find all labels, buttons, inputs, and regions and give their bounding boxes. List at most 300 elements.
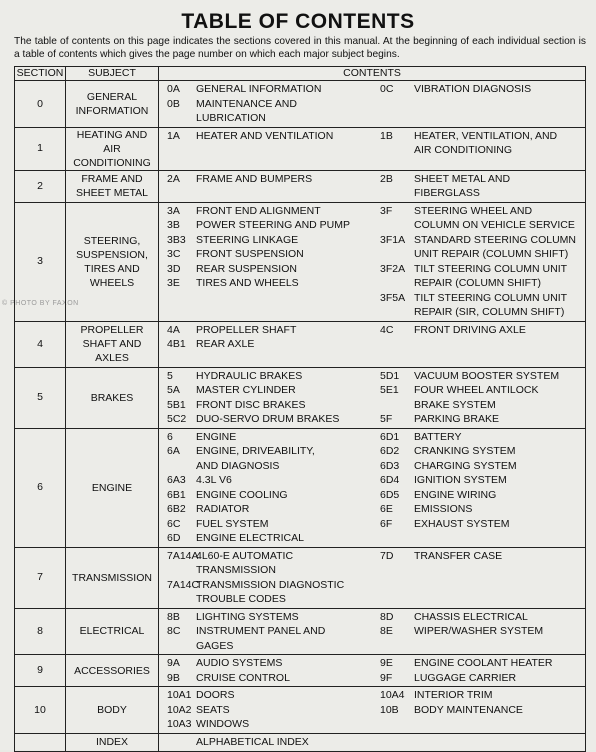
contents-entry <box>377 172 585 187</box>
contents-entry <box>161 563 375 578</box>
entry-text: BODY MAINTENANCE <box>414 703 523 716</box>
entry-text: TROUBLE CODES <box>196 593 286 605</box>
entry-text: GENERAL INFORMATION <box>196 83 322 95</box>
table-row <box>15 170 586 202</box>
section-number: 8 <box>15 608 66 655</box>
entry-code: 8D <box>380 610 394 623</box>
contents-entry <box>377 488 585 503</box>
contents-entry <box>161 97 375 112</box>
contents-entry <box>161 717 375 732</box>
contents-entry <box>377 186 585 201</box>
entry-code: 4B1 <box>167 338 186 350</box>
subject-line: SUSPENSION, <box>76 248 148 261</box>
subject-cell <box>66 127 159 170</box>
entry-text: STEERING LINKAGE <box>196 233 299 246</box>
entry-text: VIBRATION DIAGNOSIS <box>414 83 532 95</box>
entry-code: 2B <box>380 172 393 185</box>
entry-code: 4A <box>167 323 180 336</box>
contents-cell <box>159 170 586 202</box>
entry-code: 6A <box>167 445 180 457</box>
entry-text: FRONT SUSPENSION <box>196 248 304 260</box>
entry-text: WINDOWS <box>196 718 250 730</box>
contents-cell <box>159 428 586 547</box>
subject-line: BRAKES <box>90 391 134 404</box>
contents-cell <box>159 733 586 751</box>
entry-code: 0B <box>167 97 180 110</box>
entry-code <box>161 563 196 578</box>
entry-text: BRAKE SYSTEM <box>414 398 496 411</box>
table-row <box>15 81 586 128</box>
entry-code: 6B1 <box>167 488 186 501</box>
contents-entry <box>161 703 375 718</box>
contents-left-column <box>159 204 375 320</box>
entry-code: 5D1 <box>380 369 400 382</box>
entry-code: 8C <box>167 625 181 637</box>
entry-text: FRONT DISC BRAKES <box>196 398 306 411</box>
contents-entry <box>161 129 375 144</box>
contents-left-column <box>159 610 375 654</box>
header-contents: CONTENTS <box>159 67 586 81</box>
entry-code: 8E <box>380 625 393 637</box>
entry-text: RADIATOR <box>196 503 250 515</box>
entry-text: DUO-SERVO DRUM BRAKES <box>196 413 340 425</box>
entry-text: ENGINE COOLANT HEATER <box>414 657 553 669</box>
contents-entry <box>377 276 585 291</box>
entry-code <box>377 247 414 262</box>
subject-line: CONDITIONING <box>73 156 151 169</box>
subject-cell <box>66 202 159 321</box>
contents-entry <box>161 82 375 97</box>
section-number: 1 <box>15 127 66 170</box>
subject-cell <box>66 428 159 547</box>
entry-code: 10A4 <box>380 689 405 701</box>
subject-cell <box>66 687 159 734</box>
table-header-row <box>15 67 586 81</box>
entry-text: STEERING WHEEL AND <box>414 204 533 217</box>
contents-entry <box>161 671 375 686</box>
entry-text: FOUR WHEEL ANTILOCK <box>414 384 539 396</box>
entry-code <box>377 186 414 201</box>
entry-text: ENGINE COOLING <box>196 488 288 501</box>
entry-text: ALPHABETICAL INDEX <box>196 735 309 748</box>
entry-text: POWER STEERING AND PUMP <box>196 219 351 231</box>
contents-cell <box>159 608 586 655</box>
entry-code <box>377 143 414 158</box>
entry-code: 6D3 <box>380 459 400 472</box>
entry-code <box>161 735 196 750</box>
entry-code: 6B2 <box>167 503 186 515</box>
entry-code: 5B1 <box>167 398 186 411</box>
entry-text: HEATER, VENTILATION, AND <box>414 129 558 142</box>
subject-line: AXLES <box>95 352 129 364</box>
entry-code: 9A <box>167 657 180 669</box>
contents-right-column <box>375 610 585 654</box>
subject-line: STEERING, <box>83 234 141 247</box>
header-section: SECTION <box>15 67 66 81</box>
entry-code: 7A14A <box>167 549 199 562</box>
entry-text: IGNITION SYSTEM <box>414 474 507 486</box>
contents-left-column <box>159 735 375 750</box>
contents-entry <box>377 473 585 488</box>
entry-text: CHASSIS ELECTRICAL <box>414 610 528 623</box>
entry-text: DOORS <box>196 689 235 701</box>
contents-entry <box>377 459 585 474</box>
contents-entry <box>161 549 375 564</box>
contents-entry <box>161 430 375 445</box>
entry-text: EMISSIONS <box>414 503 473 515</box>
section-number: 10 <box>15 687 66 734</box>
contents-entry <box>161 610 375 625</box>
entry-text: VACUUM BOOSTER SYSTEM <box>414 369 560 382</box>
entry-code: 5E1 <box>380 384 399 396</box>
contents-right-column <box>375 735 585 750</box>
contents-left-column <box>159 430 375 546</box>
contents-entry <box>161 276 375 291</box>
entry-text: PARKING BRAKE <box>414 413 499 425</box>
contents-entry <box>161 688 375 703</box>
entry-code: 6 <box>167 430 173 443</box>
contents-entry <box>161 459 375 474</box>
entry-text: ENGINE, DRIVEABILITY, <box>196 445 315 457</box>
contents-cell <box>159 367 586 428</box>
entry-code: 10B <box>380 703 399 716</box>
entry-code: 3A <box>167 204 180 217</box>
subject-line: ENGINE <box>91 481 133 494</box>
subject-line: TRANSMISSION <box>72 571 152 584</box>
table-row <box>15 608 586 655</box>
subject-line: INDEX <box>95 736 129 748</box>
subject-cell <box>66 733 159 751</box>
contents-entry <box>377 656 585 671</box>
section-number: 4 <box>15 321 66 367</box>
section-number: 7 <box>15 547 66 608</box>
contents-entry <box>161 639 375 654</box>
intro-paragraph: The table of contents on this page indicates the sections covered in this manual. At the beginning of each individual section is a table of contents which gives the page number on which each major subject begins. <box>14 36 586 60</box>
subject-line: INFORMATION <box>75 104 149 117</box>
entry-code: 3F1A <box>380 233 406 246</box>
subject-line: AIR <box>103 142 121 155</box>
table-row <box>15 733 586 751</box>
entry-text: SEATS <box>196 703 230 716</box>
entry-code <box>161 459 196 474</box>
entry-text: ENGINE ELECTRICAL <box>196 532 304 544</box>
section-number: 9 <box>15 655 66 687</box>
contents-entry <box>377 610 585 625</box>
entry-text: SHEET METAL AND <box>414 172 511 185</box>
contents-left-column <box>159 82 375 126</box>
subject-line: BODY <box>97 703 127 716</box>
section-number: 6 <box>15 428 66 547</box>
contents-entry <box>161 578 375 593</box>
contents-entry <box>377 323 585 338</box>
table-body <box>15 81 586 752</box>
subject-line: TIRES AND <box>84 262 140 275</box>
entry-text: CRANKING SYSTEM <box>414 445 516 457</box>
entry-code <box>161 111 196 126</box>
entry-code: 3B <box>167 219 180 231</box>
contents-entry <box>377 703 585 718</box>
contents-entry <box>377 247 585 262</box>
entry-text: 4.3L V6 <box>196 474 232 486</box>
entry-code: 7A14C <box>167 578 200 591</box>
contents-entry <box>161 517 375 532</box>
entry-code: 6D4 <box>380 474 400 486</box>
entry-code: 0C <box>380 83 394 95</box>
entry-text: 4L60-E AUTOMATIC <box>196 549 294 562</box>
contents-entry <box>161 502 375 517</box>
entry-code: 1A <box>167 129 180 142</box>
contents-entry <box>161 233 375 248</box>
contents-entry <box>161 323 375 338</box>
entry-code <box>377 276 414 291</box>
entry-code: 9B <box>167 671 180 684</box>
contents-entry <box>161 473 375 488</box>
entry-code: 6E <box>380 503 393 515</box>
subject-cell <box>66 608 159 655</box>
contents-entry <box>377 549 585 564</box>
contents-entry <box>161 111 375 126</box>
entry-code: 3B3 <box>167 233 186 246</box>
contents-entry <box>161 444 375 459</box>
contents-table <box>14 66 586 752</box>
section-number: 0 <box>15 81 66 128</box>
entry-text: TRANSFER CASE <box>414 549 503 562</box>
subject-cell <box>66 81 159 128</box>
table-row <box>15 367 586 428</box>
entry-code: 4C <box>380 323 394 336</box>
subject-cell <box>66 321 159 367</box>
table-row <box>15 655 586 687</box>
entry-text: AUDIO SYSTEMS <box>196 657 283 669</box>
entry-text: REAR AXLE <box>196 338 255 350</box>
entry-code: 9E <box>380 657 393 669</box>
contents-entry <box>161 204 375 219</box>
entry-code: 3C <box>167 248 181 260</box>
contents-entry <box>377 671 585 686</box>
contents-entry <box>377 82 585 97</box>
page-title: TABLE OF CONTENTS <box>181 10 415 33</box>
entry-text: CHARGING SYSTEM <box>414 459 517 472</box>
entry-code: 10A1 <box>167 689 192 701</box>
entry-code: 10A2 <box>167 703 192 716</box>
entry-text: UNIT REPAIR (COLUMN SHIFT) <box>414 248 569 260</box>
contents-entry <box>161 383 375 398</box>
header-subject: SUBJECT <box>66 67 159 81</box>
entry-text: STANDARD STEERING COLUMN <box>414 233 576 246</box>
entry-code: 3E <box>167 277 180 289</box>
contents-entry <box>377 291 585 306</box>
section-number: 3 <box>15 202 66 321</box>
entry-code: 6D2 <box>380 445 400 457</box>
entry-code: 7D <box>380 549 394 562</box>
entry-text: WIPER/WASHER SYSTEM <box>414 625 544 637</box>
contents-right-column <box>375 82 585 126</box>
contents-entry <box>161 592 375 607</box>
entry-code <box>377 305 414 320</box>
subject-cell <box>66 547 159 608</box>
subject-cell <box>66 655 159 687</box>
entry-text: CRUISE CONTROL <box>196 671 290 684</box>
entry-code: 5F <box>380 413 393 425</box>
contents-cell <box>159 202 586 321</box>
contents-entry <box>377 204 585 219</box>
entry-text: COLUMN ON VEHICLE SERVICE <box>414 219 575 231</box>
entry-text: HYDRAULIC BRAKES <box>196 369 303 382</box>
entry-text: INSTRUMENT PANEL AND <box>196 625 326 637</box>
entry-code: 3F <box>380 204 393 217</box>
table-row <box>15 127 586 170</box>
entry-code: 6D <box>167 532 181 544</box>
entry-text: MASTER CYLINDER <box>196 384 296 396</box>
entry-text: HEATER AND VENTILATION <box>196 129 334 142</box>
entry-code: 3F2A <box>380 262 406 275</box>
entry-text: AND DIAGNOSIS <box>196 459 280 472</box>
contents-entry <box>377 502 585 517</box>
contents-entry <box>377 398 585 413</box>
entry-code: 2A <box>167 172 180 185</box>
contents-entry <box>161 656 375 671</box>
entry-code: 3D <box>167 262 181 275</box>
contents-cell <box>159 655 586 687</box>
entry-text: LIGHTING SYSTEMS <box>196 610 299 623</box>
entry-text: FRONT END ALIGNMENT <box>196 204 321 217</box>
entry-code: 9F <box>380 671 393 684</box>
contents-entry <box>161 337 375 352</box>
entry-code: 6D1 <box>380 430 400 443</box>
subject-line: SHAFT AND <box>82 338 142 350</box>
entry-text: TRANSMISSION DIAGNOSTIC <box>196 578 345 591</box>
contents-cell <box>159 127 586 170</box>
contents-right-column <box>375 172 585 201</box>
contents-entry <box>377 369 585 384</box>
contents-cell <box>159 687 586 734</box>
contents-left-column <box>159 549 375 607</box>
table-row <box>15 687 586 734</box>
contents-entry <box>377 129 585 144</box>
contents-right-column <box>375 323 585 352</box>
contents-entry <box>377 430 585 445</box>
contents-entry <box>377 233 585 248</box>
entry-text: ENGINE <box>196 430 237 443</box>
subject-line: PROPELLER <box>80 324 144 336</box>
section-number: 5 <box>15 367 66 428</box>
contents-left-column <box>159 172 375 201</box>
contents-right-column <box>375 129 585 158</box>
contents-right-column <box>375 549 585 607</box>
entry-code: 6A3 <box>167 474 186 486</box>
contents-entry <box>377 688 585 703</box>
entry-text: BATTERY <box>414 430 462 443</box>
entry-code <box>161 639 196 654</box>
subject-line: ELECTRICAL <box>79 625 145 638</box>
contents-left-column <box>159 323 375 352</box>
entry-text: TRANSMISSION <box>196 564 276 576</box>
contents-entry <box>377 262 585 277</box>
contents-right-column <box>375 656 585 685</box>
contents-entry <box>377 412 585 427</box>
entry-code: 10A3 <box>167 718 192 730</box>
subject-cell <box>66 170 159 202</box>
table-row <box>15 202 586 321</box>
section-number: 2 <box>15 170 66 202</box>
table-row <box>15 321 586 367</box>
entry-code <box>377 398 414 413</box>
entry-code: 6F <box>380 517 393 530</box>
entry-text: TILT STEERING COLUMN UNIT <box>414 291 568 304</box>
contents-left-column <box>159 656 375 685</box>
entry-code: 0A <box>167 83 180 95</box>
entry-code: 5C2 <box>167 413 187 425</box>
contents-entry <box>377 517 585 532</box>
subject-line: HEATING AND <box>76 128 148 141</box>
entry-text: LUGGAGE CARRIER <box>414 671 517 684</box>
entry-code: 1B <box>380 129 393 142</box>
contents-cell <box>159 81 586 128</box>
subject-line: ACCESSORIES <box>74 664 150 677</box>
subject-line: WHEELS <box>89 276 135 289</box>
entry-text: TILT STEERING COLUMN UNIT <box>414 262 568 275</box>
contents-entry <box>377 444 585 459</box>
contents-entry <box>161 247 375 262</box>
entry-text: REAR SUSPENSION <box>196 262 297 275</box>
contents-entry <box>377 624 585 639</box>
contents-entry <box>377 218 585 233</box>
entry-text: TIRES AND WHEELS <box>196 277 299 289</box>
contents-entry <box>161 398 375 413</box>
entry-text: REPAIR (SIR, COLUMN SHIFT) <box>414 306 565 318</box>
entry-text: FRAME AND BUMPERS <box>196 172 313 185</box>
contents-right-column <box>375 688 585 732</box>
contents-cell <box>159 321 586 367</box>
entry-text: FRONT DRIVING AXLE <box>414 323 526 336</box>
entry-code <box>161 592 196 607</box>
table-row <box>15 547 586 608</box>
contents-left-column <box>159 369 375 427</box>
subject-line: SHEET METAL <box>76 187 148 199</box>
contents-entry <box>161 218 375 233</box>
contents-cell <box>159 547 586 608</box>
contents-entry <box>161 262 375 277</box>
contents-right-column <box>375 430 585 546</box>
entry-text: MAINTENANCE AND <box>196 97 297 110</box>
subject-line: FRAME AND <box>81 173 143 185</box>
entry-text: LUBRICATION <box>196 112 266 124</box>
contents-entry <box>161 488 375 503</box>
contents-left-column <box>159 129 375 158</box>
subject-line: GENERAL <box>86 90 138 103</box>
contents-right-column <box>375 369 585 427</box>
contents-entry <box>377 305 585 320</box>
contents-entry <box>161 624 375 639</box>
entry-text: ENGINE WIRING <box>414 488 497 501</box>
section-number <box>15 733 66 751</box>
entry-code: 5A <box>167 384 180 396</box>
entry-text: INTERIOR TRIM <box>414 689 493 701</box>
entry-text: AIR CONDITIONING <box>414 144 513 156</box>
entry-text: GAGES <box>196 639 234 652</box>
entry-text: EXHAUST SYSTEM <box>414 517 510 530</box>
contents-entry <box>161 412 375 427</box>
entry-text: FUEL SYSTEM <box>196 517 269 530</box>
contents-entry <box>161 531 375 546</box>
entry-code: 3F5A <box>380 291 406 304</box>
entry-code: 6C <box>167 517 181 530</box>
entry-text: FIBERGLASS <box>414 187 480 199</box>
entry-code: 5 <box>167 369 173 382</box>
entry-code <box>377 218 414 233</box>
contents-entry <box>161 735 375 750</box>
contents-entry <box>161 369 375 384</box>
